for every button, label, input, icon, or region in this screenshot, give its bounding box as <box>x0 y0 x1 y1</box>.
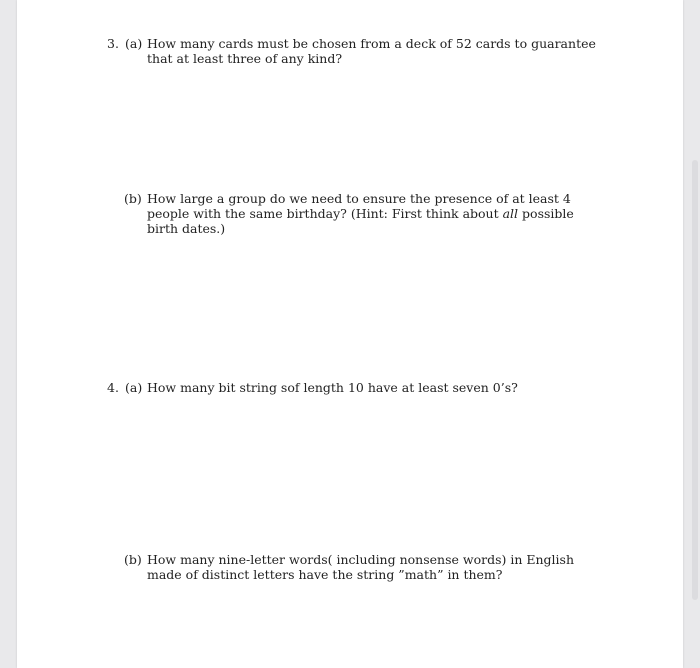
text-segment: How large a group do we need to ensure the presence of at least 4 people with the same birthday? (Hint: First think about <box>147 191 571 221</box>
scrollbar[interactable] <box>692 160 698 600</box>
question-number: 3. <box>107 36 119 51</box>
emphasis-text: all <box>502 206 519 221</box>
question-number: 4. <box>107 380 119 395</box>
question-text: How many bit string sof length 10 have at least seven 0’s? <box>147 380 518 395</box>
question-text: How many nine-letter words( including nonsense words) in English made of distinct letters have the string ”math” in them? <box>147 552 574 582</box>
part-label: (b) <box>124 552 142 567</box>
document-page <box>17 0 683 668</box>
text-segment: possible birth dates.) <box>147 206 574 236</box>
question-text <box>147 191 607 236</box>
question-text: How many cards must be chosen from a deck of 52 cards to guarantee that at least three of any kind? <box>147 36 596 66</box>
part-label: (b) <box>124 191 142 206</box>
part-label: (a) <box>125 36 143 51</box>
part-label: (a) <box>125 380 143 395</box>
